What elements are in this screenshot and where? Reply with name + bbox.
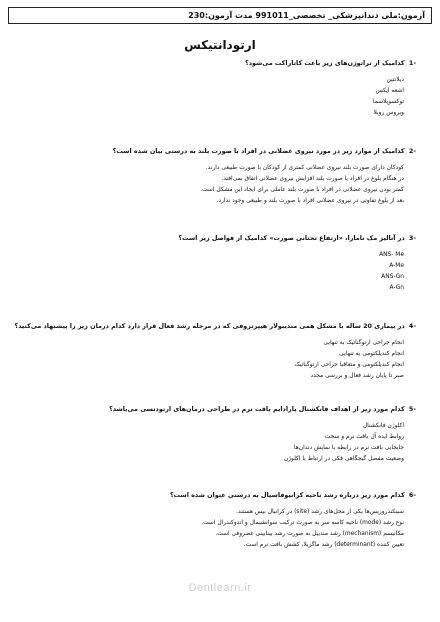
option: ANS- Me <box>379 252 404 258</box>
option: ویروس روبلا <box>373 110 404 116</box>
options-list <box>22 250 416 294</box>
option: نوع رشد (mode) ناحیه کاسه سر به صورت ترکیب سوانشیمال و اندوکندرال است. <box>201 520 404 526</box>
option: تعیین کننده (determinant) رشد ماگزیلا، کشش بافت نرم است. <box>243 542 404 548</box>
watermark: Dentlearn.ir <box>188 582 252 594</box>
option: سینکندروزیس‌ها یکی از محل‌های رشد (site) در کرانیال بیس هستند. <box>236 509 404 515</box>
option: A-Me <box>389 263 404 269</box>
question-number: -6 <box>408 491 416 499</box>
question-text: کدام مورد زیر درباره رشد ناحیه کرانیوفاسیال به درستی عنوان شده است؟ <box>169 491 405 499</box>
exam-header: آزمون:ملی دندانپزشکی_ تخصصی_991011 مدت آزمون:230 <box>8 7 432 24</box>
question-5 <box>22 405 416 465</box>
options-list <box>22 75 416 119</box>
option: ANS-Gn <box>381 274 404 280</box>
options-list <box>22 507 416 551</box>
question-3 <box>22 234 416 294</box>
option: اشعه ایکس <box>375 88 404 94</box>
question-number: -2 <box>408 147 416 155</box>
question-text: کدام مورد زیر از اهداف فانکشنال پارادایم بافت نرم در طراحی درمان‌های ارتودنسی می‌باشد؟ <box>109 405 405 413</box>
option: انجام کندیلکتومی به تنهایی <box>339 351 404 357</box>
options-list <box>22 338 416 382</box>
section-title: ارتودانتیکس <box>184 38 256 52</box>
question-2 <box>22 147 416 207</box>
question-number: -1 <box>408 59 416 67</box>
option: A-Gn <box>389 285 404 291</box>
question-number: -5 <box>408 405 416 413</box>
question-6 <box>22 491 416 551</box>
option: بعد از بلوغ تفاوتی در نیروی عضلانی افراد با صورت بلند و طبیعی وجود ندارد. <box>216 198 404 204</box>
question-1 <box>22 59 416 119</box>
options-list <box>22 163 416 207</box>
option: صبر تا پایان رشد فعال و بررسی مجدد <box>310 373 404 379</box>
question-number: -3 <box>408 234 416 242</box>
option: کمتر بودن نیروی عضلانی در افراد با صورت بلند عاملی برای ایجاد این مشکل است. <box>200 187 404 193</box>
option: در هنگام بلوغ در افراد با صورت بلند افزایش نیروی عضلانی اتفاق نمی‌افتد. <box>221 176 404 182</box>
option: توکسوپلاسما <box>372 99 404 105</box>
question-text: در آنالیز مک نامارا، «ارتفاع تحتانی صورت» کدامیک از فواصل زیر است؟ <box>178 234 405 242</box>
option: دیلانتین <box>386 77 404 83</box>
question-text: در بیماری 20 ساله با مشکل همی مندیبولار هیپرتروفی که در مرحله رشد فعال قرار دارد کدام درمان زیر را پیشنهاد می‌کنید؟ <box>14 322 405 330</box>
option: جابجایی بافت نرم در رابطه با نمایش دندان‌ها <box>293 445 404 451</box>
question-text: کدامیک از تراتوژن‌های زیر باعث کاتاراکت می‌شود؟ <box>244 59 405 67</box>
question-number: -4 <box>408 322 416 330</box>
option: وضعیت مفصل گیجگاهی فکی در ارتباط با اکلوژن <box>283 456 404 462</box>
option: انجام کندیلکتومی و متعاقبا جراحی ارتوگناتیک <box>294 362 404 368</box>
question-4 <box>14 322 416 382</box>
question-text: کدامیک از موارد زیر در مورد نیروی عضلانی در افراد با صورت بلند به درستی بیان شده است؟ <box>112 147 405 155</box>
option: کودکان دارای صورت بلند نیروی عضلانی کمتری از کودکان با صورت طبیعی دارند. <box>205 165 404 171</box>
option: اکلوژن فانکشنال <box>362 423 404 429</box>
option: روابط ایده آل بافت نرم و سخت <box>324 434 404 440</box>
option: انجام جراحی ارتوگناتیک به تنهایی <box>323 340 404 346</box>
option: مکانیسم (mechanism) رشد مندیبل به صورت رشد بینابینی غضروفی است. <box>215 531 404 537</box>
options-list <box>22 421 416 465</box>
